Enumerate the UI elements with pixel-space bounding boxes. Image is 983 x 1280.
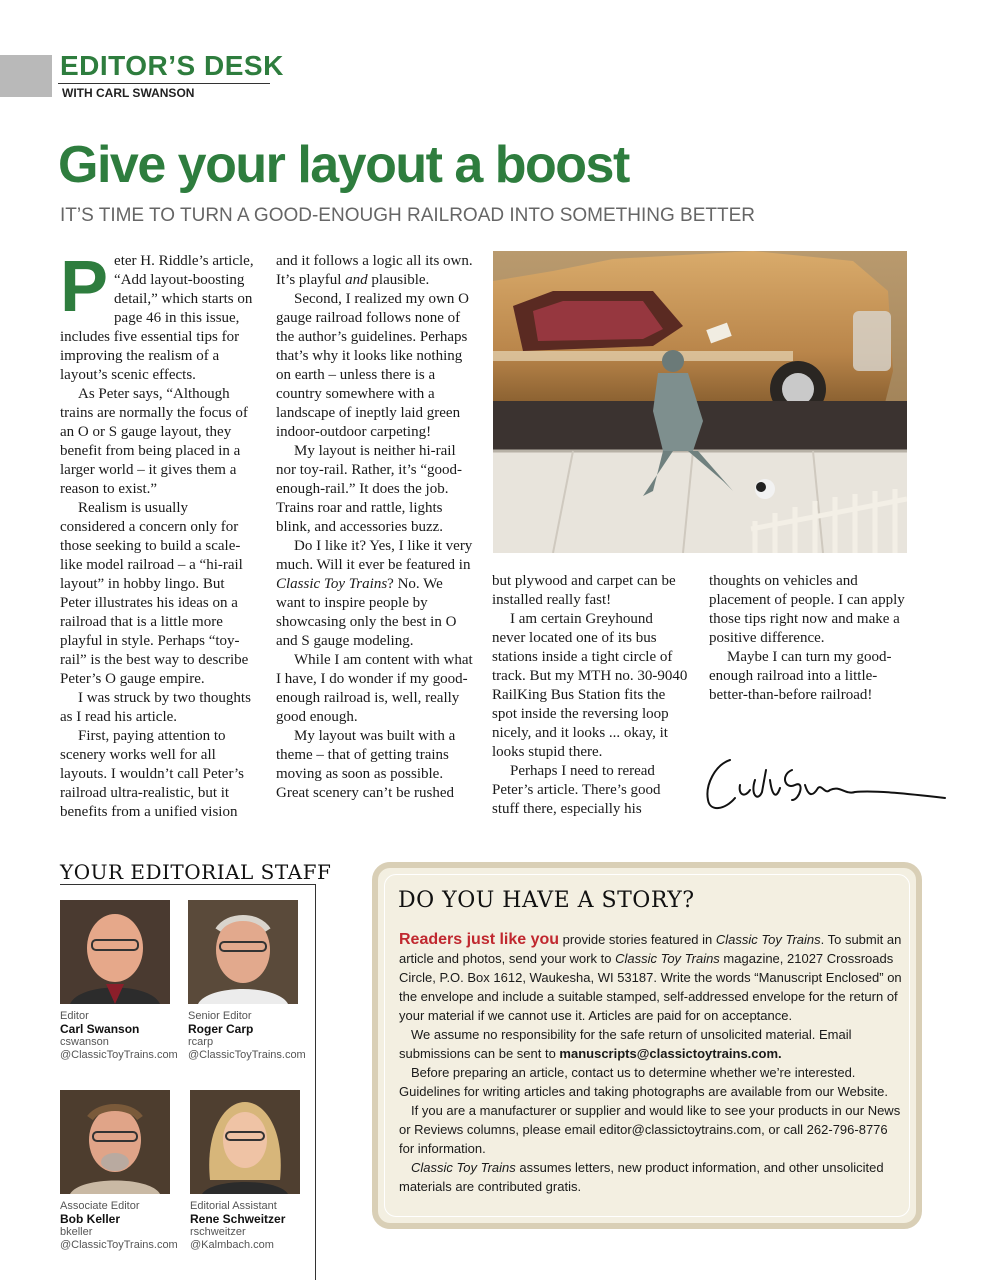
- col2-paragraph-1a: and it follows a logic all its own. It’s playful: [276, 253, 473, 288]
- staff-bob-keller: [60, 1200, 180, 1252]
- col4-paragraph-1: thoughts on vehicles and placement of people. I can apply those tips right now and make a positive difference.: [709, 573, 905, 646]
- col3-paragraph-3: Perhaps I need to reread Peter’s article. There’s good stuff there, especially his: [492, 763, 661, 817]
- editor-signature: [700, 740, 950, 820]
- magazine-name: Classic Toy Trains: [615, 951, 720, 966]
- magazine-name: Classic Toy Trains: [411, 1160, 516, 1175]
- story-text: assumes letters, new product information, and other unsolicited materials are contributed gratis.: [399, 1160, 884, 1194]
- col1-paragraph-3: Realism is usually considered a concern only for those seeking to build a scale-like model railroad – a “hi-rail layout” in hobby lingo. But Peter illustrates his ideas on a railroad that is a little more playful in style. Perhaps “toy-rail” is the best way to describe Peter’s O gauge empire.: [60, 500, 249, 687]
- staff-username: bkeller: [60, 1226, 93, 1238]
- staff-name: Carl Swanson: [60, 1022, 140, 1036]
- staff-domain: @Kalmbach.com: [190, 1239, 274, 1251]
- portrait-roger-carp: [188, 900, 298, 1004]
- article-deck: IT’S TIME TO TURN A GOOD-ENOUGH RAILROAD INTO SOMETHING BETTER: [60, 205, 755, 226]
- article-column-4: [709, 572, 909, 705]
- staff-domain: @ClassicToyTrains.com: [60, 1049, 178, 1061]
- col4-paragraph-2: Maybe I can turn my good-enough railroad into a little-better-than-before railroad!: [709, 649, 892, 703]
- staff-role: Editorial Assistant: [190, 1200, 277, 1212]
- magazine-name: Classic Toy Trains: [276, 576, 388, 592]
- section-rule: [58, 83, 270, 84]
- staff-username: cswanson: [60, 1036, 109, 1048]
- story-guidelines: Before preparing an article, contact us to determine whether we’re interested. Guidelines for writing articles and taking photographs are available from our Website.: [399, 1065, 888, 1099]
- col1-paragraph-5: First, paying attention to scenery works well for all layouts. I wouldn’t call Peter’s railroad ultra-realistic, but it benefits from a unified vision: [60, 728, 244, 820]
- col2-paragraph-3: My layout is neither hi-rail nor toy-rail. Rather, it’s “good-enough-rail.” It does the job. Trains roar and rattle, lights blink, and accessories buzz.: [276, 443, 463, 535]
- staff-username: rcarp: [188, 1036, 214, 1048]
- col2-paragraph-1b: plausible.: [367, 272, 430, 288]
- col2-paragraph-5: While I am content with what I have, I do wonder if my good-enough railroad is, well, really good enough.: [276, 652, 473, 725]
- magazine-name: Classic Toy Trains: [715, 932, 821, 947]
- story-manufacturers: If you are a manufacturer or supplier and would like to see your products in our News or Reviews columns, please email editor@classictoytrains.com, or call 262-796-8776 for information.: [399, 1103, 901, 1156]
- story-text: . To submit an article and photos, send your work to: [399, 932, 902, 966]
- article-column-3: [492, 572, 688, 819]
- col3-paragraph-1: but plywood and carpet can be installed really fast!: [492, 573, 676, 608]
- staff-roger-carp: [188, 1010, 308, 1062]
- story-text: provide stories featured in: [559, 932, 716, 947]
- staff-username: rschweitzer: [190, 1226, 246, 1238]
- staff-carl-swanson: [60, 1010, 180, 1062]
- staff-name: Roger Carp: [188, 1022, 254, 1036]
- col2-paragraph-6: My layout was built with a theme – that of getting trains moving as soon as possible. Great scenery can’t be rushed: [276, 728, 456, 801]
- staff-rene-schweitzer: [190, 1200, 314, 1252]
- staff-domain: @ClassicToyTrains.com: [188, 1049, 306, 1061]
- staff-role: Associate Editor: [60, 1200, 140, 1212]
- portrait-rene-schweitzer: [190, 1090, 300, 1194]
- col1-paragraph-2: As Peter says, “Although trains are normally the focus of an O or S gauge layout, they benefit from being placed in a larger world – it gives them a reason to exist.”: [60, 386, 248, 497]
- col2-paragraph-4a: Do I like it? Yes, I like it very much. Will it ever be featured in: [276, 538, 473, 573]
- staff-domain: @ClassicToyTrains.com: [60, 1239, 178, 1251]
- col2-paragraph-2: Second, I realized my own O gauge railroad follows none of the author’s guidelines. Perhaps that’s why it looks like nothing on earth – unless there is a country somewhere with a landscape of ineptly laid green indoor-outdoor carpeting!: [276, 291, 469, 440]
- portrait-bob-keller: [60, 1090, 170, 1194]
- story-box-body: [399, 930, 904, 1196]
- col2-paragraph-4b: ? No. We want to inspire people by showcasing only the best in O and S gauge modeling.: [276, 576, 457, 649]
- submission-email: manuscripts@classictoytrains.com.: [559, 1046, 782, 1061]
- article-column-2: [276, 252, 474, 803]
- story-box-title: DO YOU HAVE A STORY?: [398, 888, 695, 913]
- article-headline: Give your layout a boost: [58, 136, 629, 194]
- col2-paragraph-1-emphasis: and: [345, 272, 368, 288]
- col1-paragraph-4: I was struck by two thoughts as I read his article.: [60, 690, 251, 725]
- story-lead: Readers just like you: [399, 931, 560, 948]
- story-text: magazine, 21027 Crossroads Circle, P.O. Box 1612, Waukesha, WI 53187. Write the words “Manuscript Enclosed” on the envelope and include a suitable stamped, self-addressed envelope for the return of your material if we cannot use it. Articles are paid for on acceptance.: [399, 951, 902, 1023]
- staff-vertical-rule: [315, 884, 316, 1280]
- drop-cap: P: [60, 247, 109, 327]
- section-tab-bar: [0, 55, 52, 97]
- staff-role: Senior Editor: [188, 1010, 252, 1022]
- staff-role: Editor: [60, 1010, 89, 1022]
- staff-divider: [60, 884, 315, 885]
- portrait-carl-swanson: [60, 900, 170, 1004]
- article-photo: [493, 251, 907, 553]
- col1-paragraph-1: eter H. Riddle’s article, “Add layout-boosting detail,” which starts on page 46 in this issue, includes five essential tips for improving the realism of a layout’s scenic effects.: [60, 253, 254, 383]
- story-text: We assume no responsibility for the safe return of unsolicited material. Email submissions can be sent to: [399, 1027, 852, 1061]
- staff-title: YOUR EDITORIAL STAFF: [60, 860, 332, 884]
- staff-name: Bob Keller: [60, 1212, 121, 1226]
- article-column-1: [60, 247, 254, 822]
- col3-paragraph-2: I am certain Greyhound never located one of its bus stations inside a tight circle of track. But my MTH no. 30-9040 RailKing Bus Station fits the spot inside the reversing loop nicely, and it looks ... okay, it looks stupid there.: [492, 611, 688, 760]
- section-title: EDITOR’S DESK: [60, 50, 284, 81]
- staff-name: Rene Schweitzer: [190, 1212, 286, 1226]
- section-subtitle: WITH CARL SWANSON: [62, 86, 195, 100]
